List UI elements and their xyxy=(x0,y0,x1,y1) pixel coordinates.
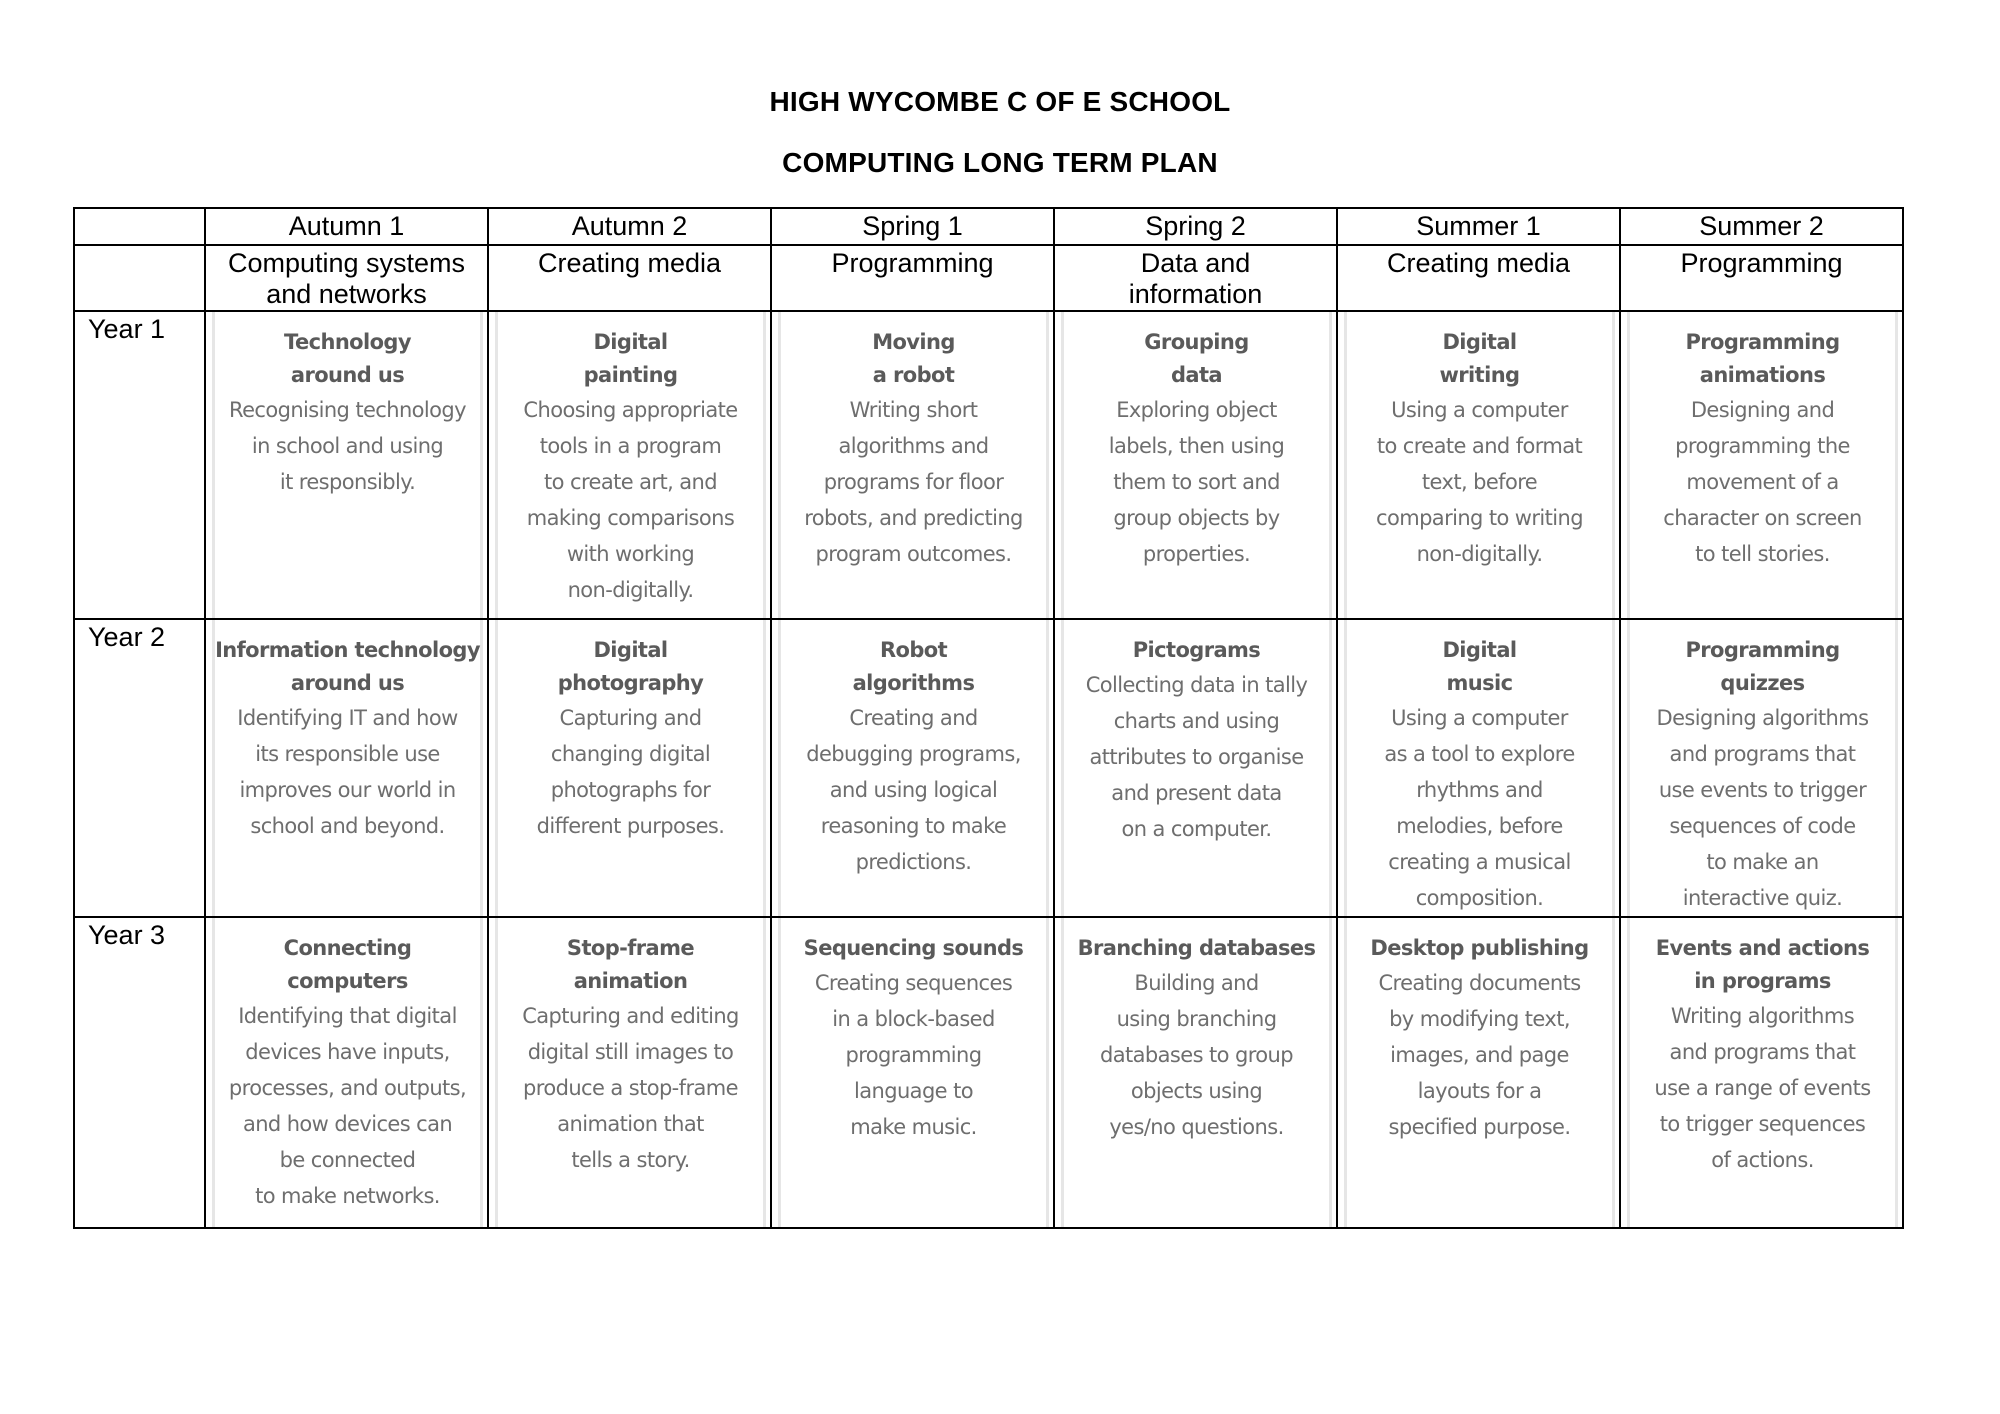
strand-header xyxy=(1054,245,1337,311)
unit-description-line: reasoning to make xyxy=(820,814,1007,838)
strand-label xyxy=(489,246,770,279)
unit-title xyxy=(1630,620,1895,700)
unit-cell xyxy=(205,311,488,619)
unit-description-line: specified purpose. xyxy=(1388,1115,1571,1139)
unit-description-line: in school and using xyxy=(251,434,444,458)
unit-title-line: animation xyxy=(573,969,688,993)
unit-description-line: layouts for a xyxy=(1417,1079,1542,1103)
unit-description xyxy=(781,700,1046,880)
unit-title-line: Sequencing sounds xyxy=(803,936,1024,960)
unit-title-line: Pictograms xyxy=(1132,638,1261,662)
unit-title-line: quizzes xyxy=(1720,671,1805,695)
unit-description-line: and using logical xyxy=(829,778,998,802)
unit-title-line: Digital xyxy=(593,330,668,354)
unit-cell xyxy=(1620,619,1903,917)
unit-cell xyxy=(205,917,488,1228)
unit-title xyxy=(781,312,1046,392)
unit-description-line: it responsibly. xyxy=(279,470,416,494)
unit-title-line: Moving xyxy=(872,330,955,354)
unit-card xyxy=(212,918,483,1227)
unit-description-line: and programs that xyxy=(1669,1040,1856,1064)
strand-header xyxy=(205,245,488,311)
unit-title-line: writing xyxy=(1439,363,1520,387)
strand-label xyxy=(1621,246,1902,279)
unit-title-line: Events and actions xyxy=(1655,936,1870,960)
unit-description-line: Building and xyxy=(1134,971,1259,995)
strand-line: information xyxy=(1128,279,1263,309)
unit-card xyxy=(212,312,483,618)
unit-description-line: by modifying text, xyxy=(1389,1007,1570,1031)
unit-card-container xyxy=(1338,312,1619,618)
unit-title xyxy=(1064,918,1329,965)
unit-description-line: programs for floor xyxy=(823,470,1004,494)
unit-card-container xyxy=(489,312,770,618)
unit-card-container xyxy=(1055,918,1336,1227)
unit-description-line: character on screen xyxy=(1663,506,1862,530)
unit-description-line: program outcomes. xyxy=(815,542,1012,566)
unit-description-line: to create art, and xyxy=(544,470,717,494)
unit-description-line: Creating sequences xyxy=(814,971,1013,995)
unit-description xyxy=(1064,667,1329,847)
unit-title xyxy=(215,620,480,700)
unit-description-line: Designing and xyxy=(1690,398,1835,422)
unit-card xyxy=(1627,918,1898,1227)
unit-description xyxy=(781,392,1046,572)
unit-description xyxy=(1064,965,1329,1145)
unit-card-container xyxy=(1621,918,1902,1227)
unit-title xyxy=(215,312,480,392)
unit-card xyxy=(1061,620,1332,916)
unit-card-container xyxy=(1621,620,1902,916)
unit-description-line: school and beyond. xyxy=(250,814,445,838)
unit-card-container xyxy=(772,918,1053,1227)
year-label: Year 2 xyxy=(74,619,205,917)
strand-line: Computing systems xyxy=(227,248,466,278)
unit-card xyxy=(495,312,766,618)
unit-description-line: and present data xyxy=(1111,781,1282,805)
unit-title xyxy=(498,918,763,998)
unit-description-line: movement of a xyxy=(1686,470,1839,494)
unit-description-line: them to sort and xyxy=(1113,470,1280,494)
unit-description-line: digital still images to xyxy=(527,1040,734,1064)
unit-title-line: Programming xyxy=(1685,638,1840,662)
unit-description-line: programming xyxy=(845,1043,982,1067)
corner-cell xyxy=(74,245,205,311)
unit-cell xyxy=(1337,311,1620,619)
unit-title xyxy=(498,312,763,392)
unit-description xyxy=(215,392,480,500)
unit-title-line: Digital xyxy=(593,638,668,662)
unit-description xyxy=(1630,392,1895,572)
unit-description-line: to make an xyxy=(1706,850,1819,874)
unit-card-container xyxy=(206,312,487,618)
unit-description-line: with working xyxy=(566,542,695,566)
unit-card-container xyxy=(489,620,770,916)
strand-line: Programming xyxy=(1680,248,1843,278)
unit-title-line: Information technology xyxy=(215,638,480,662)
unit-description-line: improves our world in xyxy=(239,778,456,802)
term-header: Spring 1 xyxy=(771,208,1054,245)
long-term-plan-table xyxy=(73,207,1904,1229)
unit-title xyxy=(498,620,763,700)
unit-card-container xyxy=(772,620,1053,916)
unit-description-line: using branching xyxy=(1116,1007,1277,1031)
year-row xyxy=(74,917,1903,1228)
unit-title-line: photography xyxy=(557,671,704,695)
unit-title-line: in programs xyxy=(1694,969,1831,993)
unit-cell xyxy=(488,917,771,1228)
unit-description-line: interactive quiz. xyxy=(1682,886,1843,910)
unit-title-line: Digital xyxy=(1442,638,1517,662)
unit-description-line: Identifying that digital xyxy=(238,1004,457,1028)
unit-description xyxy=(498,392,763,608)
unit-description-line: to create and format xyxy=(1376,434,1583,458)
unit-description-line: melodies, before xyxy=(1396,814,1563,838)
unit-title-line: Desktop publishing xyxy=(1370,936,1589,960)
unit-description-line: tools in a program xyxy=(539,434,722,458)
unit-description-line: images, and page xyxy=(1390,1043,1569,1067)
unit-description-line: on a computer. xyxy=(1121,817,1272,841)
unit-description-line: tells a story. xyxy=(571,1148,690,1172)
unit-description-line: photographs for xyxy=(550,778,711,802)
unit-description-line: Designing algorithms xyxy=(1656,706,1869,730)
unit-description-line: and programs that xyxy=(1669,742,1856,766)
unit-card-container xyxy=(489,918,770,1227)
year-label: Year 1 xyxy=(74,311,205,619)
unit-description-line: labels, then using xyxy=(1108,434,1285,458)
unit-description xyxy=(498,998,763,1178)
unit-description-line: Choosing appropriate xyxy=(523,398,738,422)
unit-description-line: as a tool to explore xyxy=(1384,742,1575,766)
term-header: Spring 2 xyxy=(1054,208,1337,245)
unit-description-line: attributes to organise xyxy=(1089,745,1304,769)
unit-cell xyxy=(771,619,1054,917)
unit-description-line: animation that xyxy=(557,1112,704,1136)
corner-cell xyxy=(74,208,205,245)
unit-description-line: yes/no questions. xyxy=(1109,1115,1284,1139)
unit-card xyxy=(495,918,766,1227)
unit-description-line: Capturing and xyxy=(559,706,702,730)
unit-title-line: Stop-frame xyxy=(566,936,695,960)
unit-description-line: non-digitally. xyxy=(1416,542,1543,566)
strand-line: Programming xyxy=(831,248,994,278)
unit-card xyxy=(778,312,1049,618)
unit-card xyxy=(1344,312,1615,618)
unit-description-line: and how devices can xyxy=(242,1112,453,1136)
unit-cell xyxy=(488,619,771,917)
unit-description-line: debugging programs, xyxy=(806,742,1021,766)
unit-title-line: Connecting xyxy=(283,936,412,960)
unit-card xyxy=(1344,918,1615,1227)
unit-card xyxy=(778,918,1049,1227)
unit-description xyxy=(215,998,480,1214)
unit-description-line: comparing to writing xyxy=(1376,506,1583,530)
unit-description-line: Using a computer xyxy=(1391,398,1568,422)
unit-card-container xyxy=(1055,312,1336,618)
unit-card xyxy=(212,620,483,916)
unit-title-line: music xyxy=(1446,671,1513,695)
unit-description-line: of actions. xyxy=(1711,1148,1814,1172)
unit-description-line: its responsible use xyxy=(255,742,440,766)
unit-description-line: algorithms and xyxy=(838,434,989,458)
unit-description-line: text, before xyxy=(1421,470,1538,494)
unit-description-line: Collecting data in tally xyxy=(1085,673,1308,697)
unit-cell xyxy=(205,619,488,917)
unit-description-line: Using a computer xyxy=(1391,706,1568,730)
unit-title-line: around us xyxy=(290,671,405,695)
unit-description-line: Exploring object xyxy=(1116,398,1277,422)
unit-card xyxy=(1061,918,1332,1227)
unit-card xyxy=(1061,312,1332,618)
unit-cell xyxy=(1054,619,1337,917)
unit-description xyxy=(1347,700,1612,916)
strand-label xyxy=(1055,246,1336,310)
unit-cell xyxy=(771,311,1054,619)
unit-description-line: Writing algorithms xyxy=(1670,1004,1855,1028)
unit-description-line: properties. xyxy=(1142,542,1251,566)
unit-description-line: programming the xyxy=(1675,434,1850,458)
unit-card xyxy=(495,620,766,916)
unit-description-line: produce a stop-frame xyxy=(523,1076,738,1100)
strand-header xyxy=(771,245,1054,311)
unit-title-line: Programming xyxy=(1685,330,1840,354)
unit-cell xyxy=(488,311,771,619)
unit-description-line: Creating and xyxy=(849,706,978,730)
unit-card-container xyxy=(772,312,1053,618)
unit-title-line: Grouping xyxy=(1144,330,1249,354)
unit-description-line: Writing short xyxy=(849,398,978,422)
unit-title-line: computers xyxy=(287,969,408,993)
unit-description-line: rhythms and xyxy=(1416,778,1543,802)
unit-card xyxy=(778,620,1049,916)
strand-header xyxy=(488,245,771,311)
unit-card xyxy=(1627,620,1898,916)
unit-description-line: Capturing and editing xyxy=(522,1004,739,1028)
unit-description-line: Identifying IT and how xyxy=(237,706,458,730)
unit-title-line: Robot xyxy=(879,638,948,662)
unit-description xyxy=(215,700,480,844)
unit-description-line: use a range of events xyxy=(1654,1076,1871,1100)
unit-cell xyxy=(1054,917,1337,1228)
unit-card-container xyxy=(1055,620,1336,916)
strand-label xyxy=(772,246,1053,279)
unit-description-line: different purposes. xyxy=(536,814,725,838)
year-row xyxy=(74,311,1903,619)
unit-description-line: devices have inputs, xyxy=(245,1040,450,1064)
unit-description-line: composition. xyxy=(1415,886,1544,910)
unit-card xyxy=(1344,620,1615,916)
strand-label xyxy=(1338,246,1619,279)
unit-title-line: Technology xyxy=(284,330,411,354)
strand-line: Data and xyxy=(1140,248,1251,278)
unit-description-line: use events to trigger xyxy=(1658,778,1867,802)
unit-description xyxy=(1064,392,1329,572)
unit-title-line: animations xyxy=(1699,363,1826,387)
unit-title-line: around us xyxy=(290,363,405,387)
unit-description-line: make music. xyxy=(850,1115,977,1139)
strand-header xyxy=(1337,245,1620,311)
strand-line: Creating media xyxy=(1386,248,1571,278)
unit-title xyxy=(215,918,480,998)
year-row xyxy=(74,619,1903,917)
unit-description xyxy=(1347,965,1612,1145)
unit-cell xyxy=(1337,619,1620,917)
unit-description-line: databases to group xyxy=(1100,1043,1293,1067)
unit-title xyxy=(781,620,1046,700)
term-header-row xyxy=(74,208,1903,245)
unit-title xyxy=(1064,620,1329,667)
unit-cell xyxy=(1620,917,1903,1228)
unit-description-line: objects using xyxy=(1130,1079,1263,1103)
plan-title: COMPUTING LONG TERM PLAN xyxy=(782,147,1218,178)
unit-description-line: in a block-based xyxy=(832,1007,995,1031)
unit-card-container xyxy=(1338,620,1619,916)
strand-line: and networks xyxy=(266,279,427,309)
term-header: Summer 2 xyxy=(1620,208,1903,245)
unit-title xyxy=(1347,312,1612,392)
unit-description xyxy=(781,965,1046,1145)
strand-line: Creating media xyxy=(537,248,722,278)
unit-description-line: Creating documents xyxy=(1378,971,1581,995)
unit-title xyxy=(781,918,1046,965)
unit-description-line: to trigger sequences xyxy=(1659,1112,1866,1136)
unit-description-line: robots, and predicting xyxy=(804,506,1023,530)
strand-label xyxy=(206,246,487,310)
unit-description-line: group objects by xyxy=(1113,506,1280,530)
unit-cell xyxy=(771,917,1054,1228)
unit-description-line: predictions. xyxy=(855,850,972,874)
unit-title-line: painting xyxy=(583,363,678,387)
unit-title-line: data xyxy=(1170,363,1222,387)
unit-card-container xyxy=(206,620,487,916)
unit-card-container xyxy=(1338,918,1619,1227)
year-label: Year 3 xyxy=(74,917,205,1228)
unit-title xyxy=(1630,312,1895,392)
unit-description-line: charts and using xyxy=(1113,709,1280,733)
unit-title-line: Digital xyxy=(1442,330,1517,354)
unit-description-line: changing digital xyxy=(550,742,711,766)
unit-title-line: a robot xyxy=(872,363,955,387)
unit-title xyxy=(1630,918,1895,998)
strand-header-row xyxy=(74,245,1903,311)
unit-title xyxy=(1347,918,1612,965)
unit-card-container xyxy=(1621,312,1902,618)
unit-description xyxy=(1347,392,1612,572)
unit-title-line: algorithms xyxy=(852,671,975,695)
unit-title xyxy=(1064,312,1329,392)
strand-header xyxy=(1620,245,1903,311)
unit-description-line: non-digitally. xyxy=(567,578,694,602)
school-title: HIGH WYCOMBE C OF E SCHOOL xyxy=(769,86,1231,117)
term-header: Summer 1 xyxy=(1337,208,1620,245)
term-header: Autumn 1 xyxy=(205,208,488,245)
unit-description-line: creating a musical xyxy=(1388,850,1571,874)
unit-description xyxy=(498,700,763,844)
term-header: Autumn 2 xyxy=(488,208,771,245)
unit-description-line: language to xyxy=(854,1079,973,1103)
unit-title xyxy=(1347,620,1612,700)
unit-title-line: Branching databases xyxy=(1077,936,1316,960)
unit-description xyxy=(1630,700,1895,916)
unit-card xyxy=(1627,312,1898,618)
unit-description-line: Recognising technology xyxy=(229,398,466,422)
unit-description-line: processes, and outputs, xyxy=(228,1076,467,1100)
unit-cell xyxy=(1337,917,1620,1228)
unit-description-line: sequences of code xyxy=(1669,814,1856,838)
unit-card-container xyxy=(206,918,487,1227)
unit-description-line: making comparisons xyxy=(526,506,735,530)
unit-cell xyxy=(1620,311,1903,619)
unit-description xyxy=(1630,998,1895,1178)
unit-description-line: to tell stories. xyxy=(1695,542,1830,566)
unit-description-line: be connected xyxy=(279,1148,416,1172)
unit-cell xyxy=(1054,311,1337,619)
unit-description-line: to make networks. xyxy=(255,1184,440,1208)
